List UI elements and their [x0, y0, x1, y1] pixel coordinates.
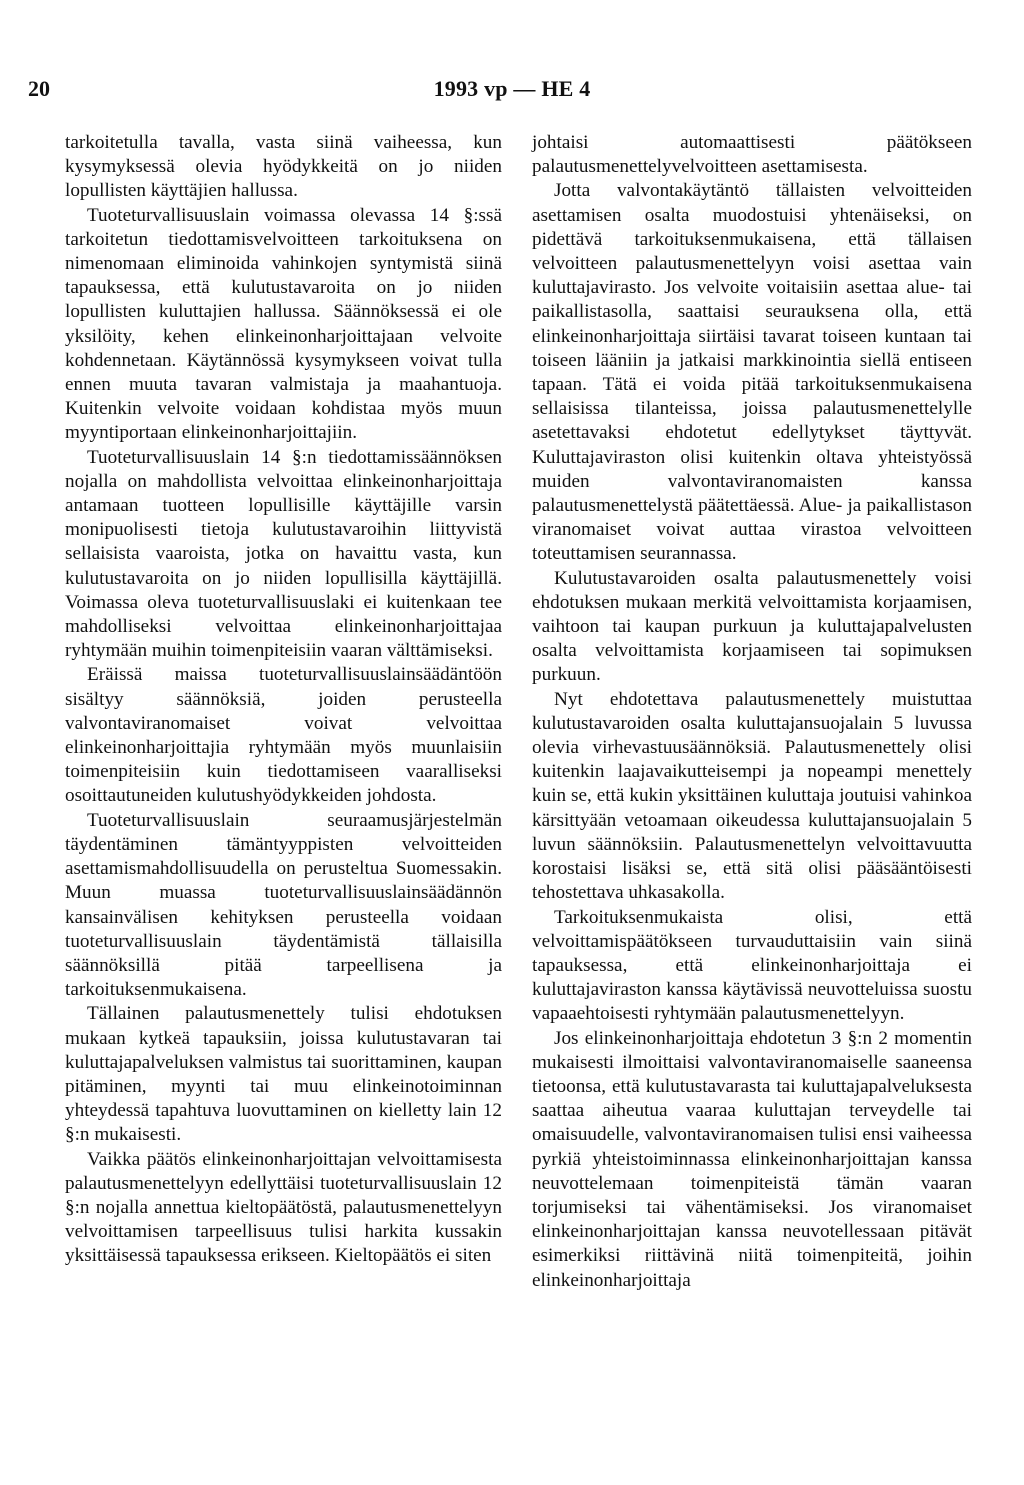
left-paragraph-6: Tällainen palautusmenettely tulisi ehdotuksen mukaan kytkeä tapauksiin, joissa kulutustavaran tai kuluttajapalveluksen valmistus tai suorittaminen, kaupan pitäminen, myynti tai muu elinkeinotoiminnan yhteydessä tapahtuva luovuttaminen on kielletty lain 12 §:n mukaisesti. — [65, 1003, 502, 1146]
right-paragraph-2: Jotta valvontakäytäntö tällaisten velvoitteiden asettamisen osalta muodostuisi yhtenäiseksi, on pidettävä tarkoituksenmukaisena, että tällaisen velvoitteen palautusmenettelyyn voisi asettaa vain kuluttajavirasto. Jos velvoite voitaisiin asettaa alue- tai paikallistasolla, saattaisi seurauksena olla, että elinkeinonharjoittaja siirtäisi tavarat toiseen kuntaan tai toiseen lääniin ja jatkaisi markkinointia siellä entiseen tapaan. Tätä ei voida pitää tarkoituksenmukaisena sellaisissa tilanteissa, joissa palautusmenettelylle asetettavaksi ehdotetut edellytykset täyttyvät. Kuluttajaviraston olisi kuitenkin oltava yhteistyössä muiden valvontaviranomaisten kanssa palautusmenettelystä päätettäessä. Alue- ja paikallistason viranomaiset voivat auttaa virastoa velvoitteen toteuttamisen seurannassa. — [532, 180, 972, 565]
left-column — [65, 131, 502, 1269]
right-paragraph-1: johtaisi automaattisesti päätökseen palautusmenettelyvelvoitteen asettamisesta. — [532, 132, 972, 178]
right-column — [532, 131, 972, 1293]
left-paragraph-3: Tuoteturvallisuuslain 14 §:n tiedottamissäännöksen nojalla on mahdollista velvoittaa elinkeinonharjoittaja antamaan tuotteen lopullisille käyttäjille varsin monipuolisesti tietoja kulutustavaroihin liittyvistä sellaisista vaaroista, jotka on havaittu vasta, kun kulutustavaroita on jo niiden lopullisilla käyttäjillä. Voimassa oleva tuoteturvallisuuslaki ei kuitenkaan tee mahdolliseksi velvoittaa elinkeinonharjoittajaa ryhtymään muihin toimenpiteisiin vaaran välttämiseksi. — [65, 446, 502, 662]
left-paragraph-1: tarkoitetulla tavalla, vasta siinä vaiheessa, kun kysymyksessä olevia hyödykkeitä on jo niiden lopullisten käyttäjien hallussa. — [65, 132, 502, 202]
left-paragraph-4: Eräissä maissa tuoteturvallisuuslainsäädäntöön sisältyy säännöksiä, joiden perusteella valvontaviranomaiset voivat velvoittaa elinkeinonharjoittajia ryhtymään myös muunlaisiin toimenpiteisiin kuin tiedottamiseen vaaralliseksi osoittautuneiden kulutushyödykkeiden johdosta. — [65, 664, 502, 807]
right-paragraph-3: Kulutustavaroiden osalta palautusmenettely voisi ehdotuksen mukaan merkitä velvoittamista korjaamisen, vaihtoon tai kaupan purkuun ja kuluttajapalvelusten osalta velvoittamista korjaamiseen tai sopimuksen purkuun. — [532, 567, 972, 686]
left-paragraph-2: Tuoteturvallisuuslain voimassa olevassa 14 §:ssä tarkoitetun tiedottamisvelvoitteen tarkoituksena on nimenomaan eliminoida vahinkojen syntymistä siinä tapauksessa, että kulutustavaroita on jo niiden lopullisten kuluttajien hallussa. Säännöksessä ei ole yksilöity, kehen elinkeinonharjoittajaan velvoite kohdennetaan. Käytännössä kysymykseen voivat tulla ennen muuta tavaran valmistaja ja maahantuoja. Kuitenkin velvoite voidaan kohdistaa myös muun myyntiportaan elinkeinonharjoittajiin. — [65, 204, 502, 444]
running-head: 1993 vp — HE 4 — [433, 76, 591, 101]
right-paragraph-4: Nyt ehdotettava palautusmenettely muistuttaa kulutustavaroiden osalta kuluttajansuojalain 5 luvussa olevia virhevastuusäännöksiä. Palautusmenettely olisi kuitenkin laajavaikutteisempi ja nopeampi menettely kuin se, että kukin yksittäinen kuluttaja joutuisi vahinkoa kärsittyään vetoamaan oikeudessa kuluttajansuojalain 5 luvun säännöksiin. Palautusmenettelyn velvoittavuutta korostaisi lisäksi se, että sitä olisi pääsääntöisesti tehostettava uhkasakolla. — [532, 688, 972, 904]
page-number: 20 — [28, 76, 50, 101]
right-paragraph-6: Jos elinkeinonharjoittaja ehdotetun 3 §:n 2 momentin mukaisesti ilmoittaisi valvontaviranomaiselle saaneensa tietoonsa, että kulutustavarasta tai kuluttajapalveluksesta saattaa aiheutua vaaraa kuluttajan terveydelle tai omaisuudelle, valvontaviranomaisen tulisi ensi vaiheessa pyrkiä yhteistoiminnassa elinkeinonharjoittajan kanssa neuvottelemaan toimenpiteistä tämän vaaran torjumiseksi tai vähentämiseksi. Jos viranomaiset elinkeinonharjoittajan kanssa neuvotellessaan pitävät esimerkiksi riittävinä niitä toimenpiteitä, joihin elinkeinonharjoittaja — [532, 1027, 972, 1291]
right-paragraph-5: Tarkoituksenmukaista olisi, että velvoittamispäätökseen turvauduttaisiin vain siinä tapauksessa, että elinkeinonharjoittaja ei kuluttajaviraston kanssa käytävissä neuvotteluissa suostu vapaaehtoisesti ryhtymään palautusmenettelyyn. — [532, 906, 972, 1025]
left-paragraph-7: Vaikka päätös elinkeinonharjoittajan velvoittamisesta palautusmenettelyyn edellyttäisi tuoteturvallisuuslain 12 §:n nojalla annettua kieltopäätöstä, palautusmenettelyyn velvoittamisen tarpeellisuus tulisi harkita kussakin yksittäisessä tapauksessa erikseen. Kieltopäätös ei siten — [65, 1148, 502, 1267]
left-paragraph-5: Tuoteturvallisuuslain seuraamusjärjestelmän täydentäminen tämäntyyppisten velvoitteiden asettamismahdollisuudella on perusteltua Suomessakin. Muun muassa tuoteturvallisuuslainsäädännön kansainvälisen kehityksen perusteella voidaan tuoteturvallisuuslain täydentämistä tällaisilla säännöksillä pitää tarpeellisena ja tarkoituksenmukaisena. — [65, 809, 502, 1001]
